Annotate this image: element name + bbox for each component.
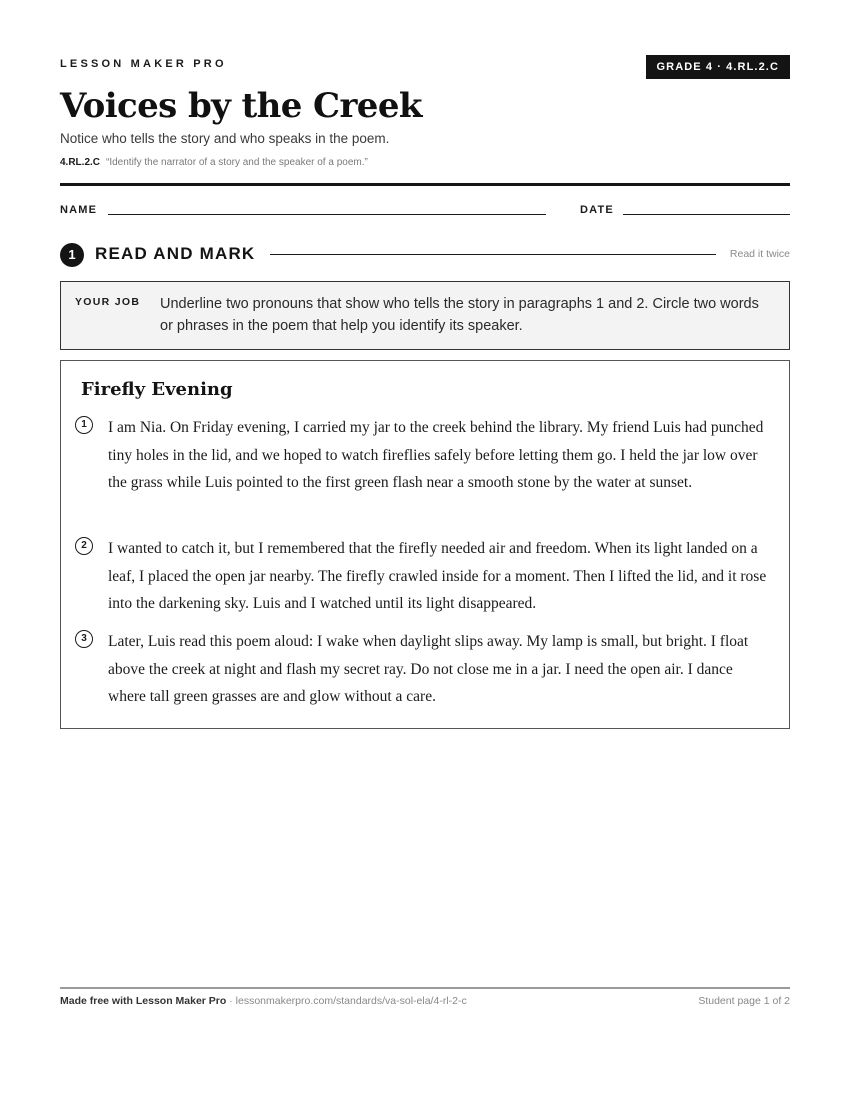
instructions-text: Underline two pronouns that show who tells the story in paragraphs 1 and 2. Circle two words or phrases in the poem that help you identify its speaker. (160, 296, 759, 334)
date-label: DATE (580, 204, 614, 216)
page-subtitle: Notice who tells the story and who speaks in the poem. (60, 131, 390, 146)
footer-credit (60, 995, 467, 1007)
header-divider (60, 183, 790, 186)
section-number: 1 (60, 243, 84, 267)
section-title: READ AND MARK (95, 244, 256, 263)
section-divider (270, 254, 716, 255)
name-field[interactable] (108, 214, 546, 215)
brand-name: LESSON MAKER PRO (60, 58, 227, 70)
footer-url: · lessonmakerpro.com/standards/va-sol-ela/4-rl-2-c (226, 995, 467, 1007)
instructions-box (60, 281, 790, 350)
instructions-label: YOUR JOB (75, 296, 141, 308)
date-field[interactable] (623, 214, 790, 215)
paragraph-1: I am Nia. On Friday evening, I carried my jar to the creek behind the library. My friend Luis had punched tiny holes in the lid, and we hoped to watch fireflies safely before letting them go. I held the jar low over the grass while Luis pointed to the first green flash near a smooth stone by the water at sunset. (108, 419, 764, 491)
standard-code: 4.RL.2.C (60, 157, 101, 168)
footer-made-with: Made free with Lesson Maker Pro (60, 995, 227, 1007)
reading-passage (60, 360, 790, 729)
standard-text: “Identify the narrator of a story and the speaker of a poem.” (106, 157, 368, 168)
section-note: Read it twice (729, 248, 790, 260)
paragraph-3: Later, Luis read this poem aloud: I wake when daylight slips away. My lamp is small, but bright. I float above the creek at night and flash my secret ray. Do not close me in a jar. I need the open air. I dance where tall green grasses are and glow without a care. (108, 633, 749, 705)
paragraph-2: I wanted to catch it, but I remembered that the firefly needed air and freedom. When its light landed on a leaf, I placed the open jar nearby. The firefly crawled inside for a moment. Then I lifted the lid, and it rose into the darkening sky. Luis and I watched until its light disappeared. (108, 540, 767, 612)
page-title: Voices by the Creek (60, 86, 422, 126)
grade-badge: GRADE 4 · 4.RL.2.C (646, 55, 791, 79)
paragraph-number-2: 2 (75, 537, 93, 555)
passage-title: Firefly Evening (81, 379, 233, 400)
footer-page-number: Student page 1 of 2 (698, 995, 790, 1007)
footer-divider (60, 987, 790, 989)
worksheet-page (60, 0, 790, 1100)
paragraph-number-3: 3 (75, 630, 93, 648)
paragraph-number-1: 1 (75, 416, 93, 434)
name-label: NAME (60, 204, 98, 216)
standard-line (60, 157, 368, 168)
